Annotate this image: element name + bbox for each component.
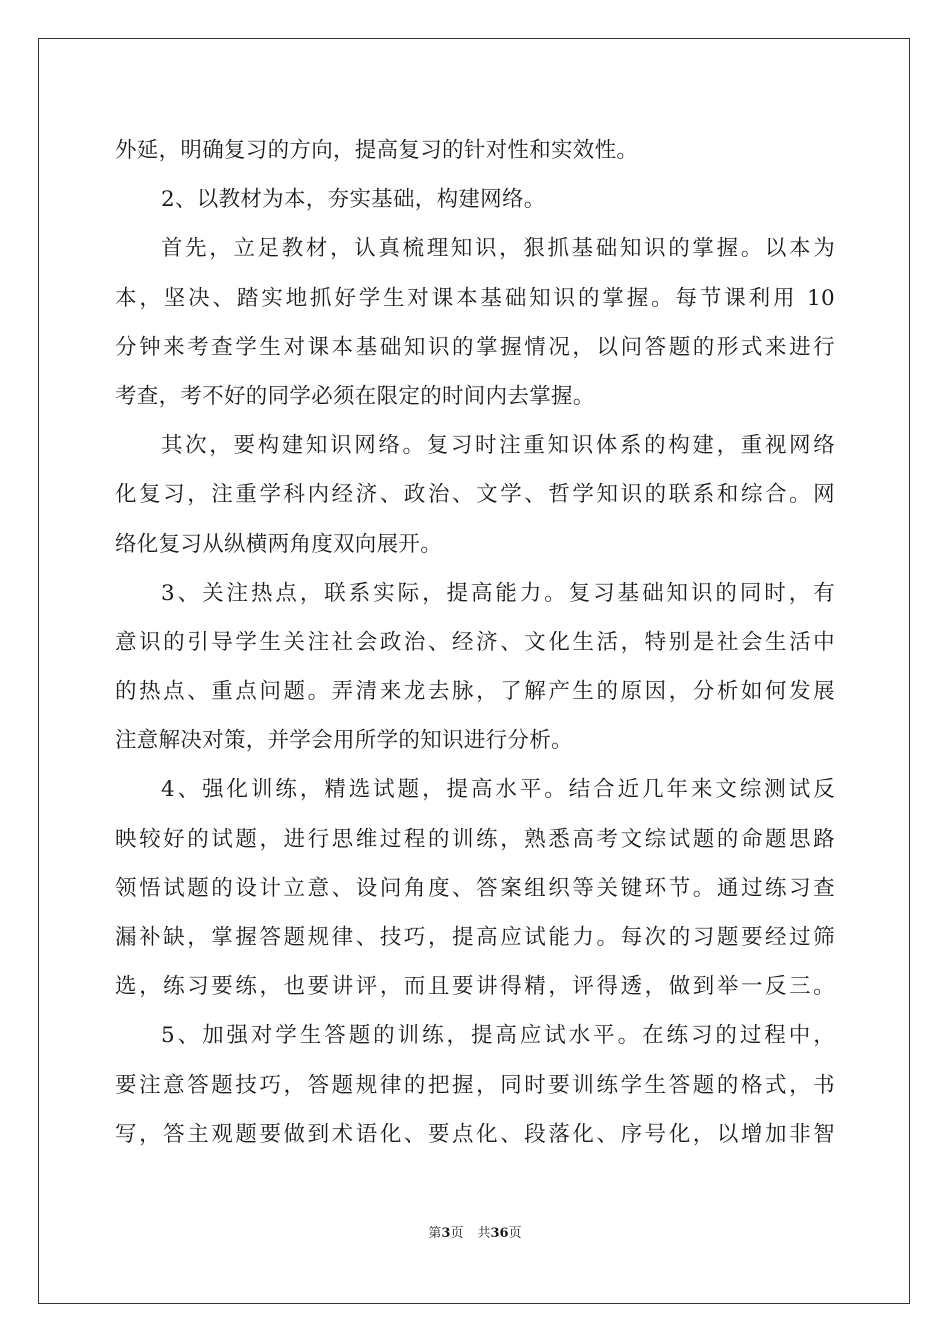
text-line: 的热点、重点问题。弄清来龙去脉，了解产生的原因，分析如何发展: [115, 679, 835, 705]
text-line: 首先，立足教材，认真梳理知识，狠抓基础知识的掌握。以本为: [161, 236, 835, 262]
total-pages: 36: [490, 1226, 509, 1241]
text-line: 化复习，注重学科内经济、政治、文学、哲学知识的联系和综合。网: [115, 482, 835, 508]
text-line: 5、加强对学生答题的训练，提高应试水平。在练习的过程中，: [161, 1023, 835, 1049]
text-line: 映较好的试题，进行思维过程的训练，熟悉高考文综试题的命题思路: [115, 826, 835, 852]
text-line: 漏补缺，掌握答题规律、技巧，提高应试能力。每次的习题要经过筛: [115, 925, 835, 950]
text-line: 外延，明确复习的方向，提高复习的针对性和实效性。: [115, 138, 639, 163]
text-line: 考查，考不好的同学必须在限定的时间内去掌握。: [115, 383, 595, 409]
text-line: 领悟试题的设计立意、设问角度、答案组织等关键环节。通过练习查: [115, 875, 835, 901]
text-line: 意识的引导学生关注社会政治、经济、文化生活，特别是社会生活中: [115, 629, 835, 655]
text-line: 写，答主观题要做到术语化、要点化、段落化、序号化，以增加非智: [115, 1121, 835, 1147]
text-line: 4、强化训练，精选试题，提高水平。结合近几年来文综测试反: [161, 777, 835, 803]
text-line: 络化复习从纵横两角度双向展开。: [115, 531, 443, 557]
page-footer: [0, 1222, 950, 1241]
page-prefix: 第: [428, 1226, 442, 1241]
page-suffix: 页: [450, 1226, 464, 1241]
text-line: 注意解决对策，并学会用所学的知识进行分析。: [115, 728, 573, 754]
page-number: 3: [441, 1226, 451, 1241]
text-line: 3、关注热点，联系实际，提高能力。复习基础知识的同时，有: [161, 580, 835, 606]
text-line: 本，坚决、踏实地抓好学生对课本基础知识的掌握。每节课利用 10: [115, 285, 835, 311]
text-line: 要注意答题技巧，答题规律的把握，同时要训练学生答题的格式，书: [115, 1072, 835, 1098]
text-line: 选，练习要练，也要讲评，而且要讲得精，评得透，做到举一反三。: [115, 974, 835, 1000]
total-suffix: 页: [508, 1226, 522, 1241]
text-line: 分钟来考查学生对课本基础知识的掌握情况，以问答题的形式来进行: [115, 334, 835, 360]
text-line: 其次，要构建知识网络。复习时注重知识体系的构建，重视网络: [161, 433, 835, 459]
text-line: 2、以教材为本，夯实基础，构建网络。: [161, 187, 546, 213]
document-body: [115, 126, 835, 1159]
total-prefix: 共: [477, 1226, 491, 1241]
